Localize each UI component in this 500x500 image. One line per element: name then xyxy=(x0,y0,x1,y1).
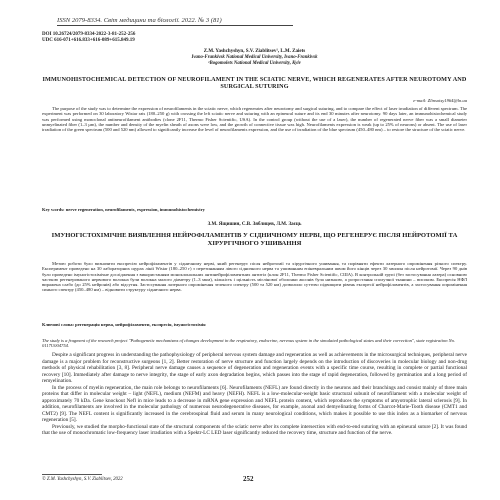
udc-line: UDC 616-071+616.833+616-089+615.849.19 xyxy=(42,38,135,44)
keywords-ua: Ключові слова: регенерація нерва, нейрофіламенти, експресія, імуногістохімія xyxy=(42,322,206,327)
paragraph-2: In the process of myelin regeneration, the main role belongs to neurofilaments [6]. Neurofilaments (NEFL) are found directly in the neurons and their branchings and consist mainly of three main proteins that differ in molecular weight – light (NEFL), medium (NEFM) and heavy (NEFH). NEFL is a low-molecular-weight basic structural subunit of neurofilament with a molecular weight of approximately 70 kDa. Gene knockout Nefl in mice leads to a decrease in mRNA gene expression and NEFL protein content, which reproduces the symptoms of amyotrophic lateral sclerosis [9]. In addition, neurofilaments are involved in the molecular pathology of numerous neurodegenerative diseases, for example, axonal and demyelinating forms of Charcot-Marie-Tooth disease (CMT1 and CMT2) [9]. The NEFL content is significantly increased in the cerebrospinal fluid and serum in many neurological conditions, which makes it possible to use this index as a biomarker of nervous regeneration [5]. xyxy=(42,384,467,423)
abstract-ua: Метою роботи було визначити експресію нейрофіламентів у сідничному нерві, який регенерує після нейротомії та хірургічного ушивання, та порівняти ефекти лазерного опромінення різного спектру. Експеримент проведено на 30 лабораторних щурах лінії Wistar (180–250 г) з перетинанням лівого сідничного нерва та ушиванням епіневральним швом його кінців через 30 хвилин після нейротомії. Через 90 днів було проведено імуногістохімічне дослідження з використанням моноклональних антинейрофіламентних антитіл (клон 2F11, Thermo Fisher Scientific, США). В контрольній групі (без застосування лазера) основною часткою регенерованого нервового волокна були волокна малого діаметру (1–3 мкм), кількість і щільність мієлінової оболонки аксонів була низькою, а розростання сполучної тканини – високим. Експресія НФЛ виражена слабо (до 25% нейронів) або відсутня. Застосування лазерного опромінення зеленого спектру (500 та 520 нм) дозволило суттєво підвищити рівень експресії нейрофіламентів, а застосування опромінення синього спектру (450–480 нм) – відновити структуру сідничного нерва. xyxy=(42,261,467,293)
copyright-footer: © Z.M. Yashchyshyn, S.V. Ziablitsev, 2022 xyxy=(42,477,123,482)
page-number: 252 xyxy=(243,475,254,483)
paragraph-1: Despite a significant progress in understanding the pathophysiology of peripheral nervous system damage and regeneration as well as achievements in the microsurgical techniques, peripheral nerve damage is a major problem for reconstructive surgeons [1, 2]. Better restoration of nerve structure and function largely depends on the introduction of discoveries in molecular biology and non-drug methods of physical rehabilitation [3, 8]. Peripheral nerve damage causes a sequence of degeneration and regeneration events with a specific time course, resulting in complete or partial functional recovery [10]. Immediately after damage to nerve integrity, the stage of early axon degradation begins, which passes into the stage of rapid degeneration, followed by germination and a long period of remyelination. xyxy=(42,352,467,384)
running-head: ISSN 2079-8334. Світ медицини та біології. 2022. № 3 (81) xyxy=(57,17,293,26)
main-text xyxy=(42,352,467,437)
article-title-ua: ІМУНОГІСТОХІМІЧНЕ ВИЯВЛЕННЯ НЕЙРОФІЛАМЕНТІВ У СІДНИЧНОМУ НЕРВІ, ЩО РЕГЕНЕРУЄ ПІСЛЯ НЕЙРОТОМІЇ ТА ХІРУРГІЧНОГО УШИВАННЯ xyxy=(51,232,458,247)
affiliation-1: Ivano-Frankivsk National Medical University, Ivano-Frankivsk xyxy=(191,55,318,60)
paragraph-3: Previously, we studied the morpho-functional state of the structural components of the sciatic nerve after its complete intersection with end-to-end suturing with an epineural suture [2]. It was found that the use of monochromatic low-frequency laser irradiation with a Spektr-LC LED laser significantly reduced the recovery time, structure and function of the nerve. xyxy=(42,423,467,436)
abstract-en: The purpose of the study was to determine the expression of neurofilaments in the sciatic nerve, which regenerates after neurotomy and surgical suturing, and to compare the effect of laser irradiation of different spectrum. The experiment was performed on 30 laboratory Wistar rats (180–250 g) with crossing the left sciatic nerve and suturing with an epineural suture and its end 30 minutes after neurotomy. 90 days later, an immunohistochemical study was performed using monoclonal antineurofilament antibodies (clone 2F11, Thermo Fisher Scientific, USA). In the control group (without the use of a laser), the number of regenerated nerve fiber was a small diameter unmyelinated fiber (1–3 µm), the number and density of the myelin sheath of axons were low, and the growth of connective tissue was high. Neurofilaments expression is weak (up to 25% of neurons) or absent. The use of laser irradiation of the green spectrum (500 and 520 nm) allowed to significantly increase the level of neurofilaments expression, and the use of irradiation of the blue spectrum (450–480 nm) – to restore the structure of the sciatic nerve. xyxy=(42,106,467,133)
affiliation-2: ¹Bogomolets National Medical University, Kyiv xyxy=(208,60,301,66)
article-title-en: IMMUNOHISTOCHEMICAL DETECTION OF NEUROFILAMENT IN THE SCIATIC NERVE, WHICH REGENERATES AFTER NEUROTOMY AND SURGICAL SUTURING xyxy=(42,76,467,91)
footer-divider xyxy=(42,474,102,475)
affiliations xyxy=(42,55,467,66)
doi-block xyxy=(42,32,467,45)
funding-note: The study is a fragment of the research project "Pathogenetic mechanisms of changes development in the respiratory, endocrine, nervous system in the simulated pathological states and their correction", state registration No. 0117U004754. xyxy=(42,338,456,349)
contact-email[interactable]: e-mail: Zlinsotsy1964@ln.ua xyxy=(413,98,467,103)
authors-ua: З.М. Ящишин, С.В. Зяблицев, Л.М. Заєць xyxy=(207,222,302,227)
doi-line: DOI 10.26724/2079-8334-2022-3-81-252-256 xyxy=(42,32,136,37)
authors-en: Z.M. Yashchyshyn, S.V. Ziablitsev¹, L.M. Zaiets xyxy=(203,49,306,54)
keywords-en: Key words: nerve regeneration, neurofilaments, expression, immunohistochemistry xyxy=(42,207,205,212)
